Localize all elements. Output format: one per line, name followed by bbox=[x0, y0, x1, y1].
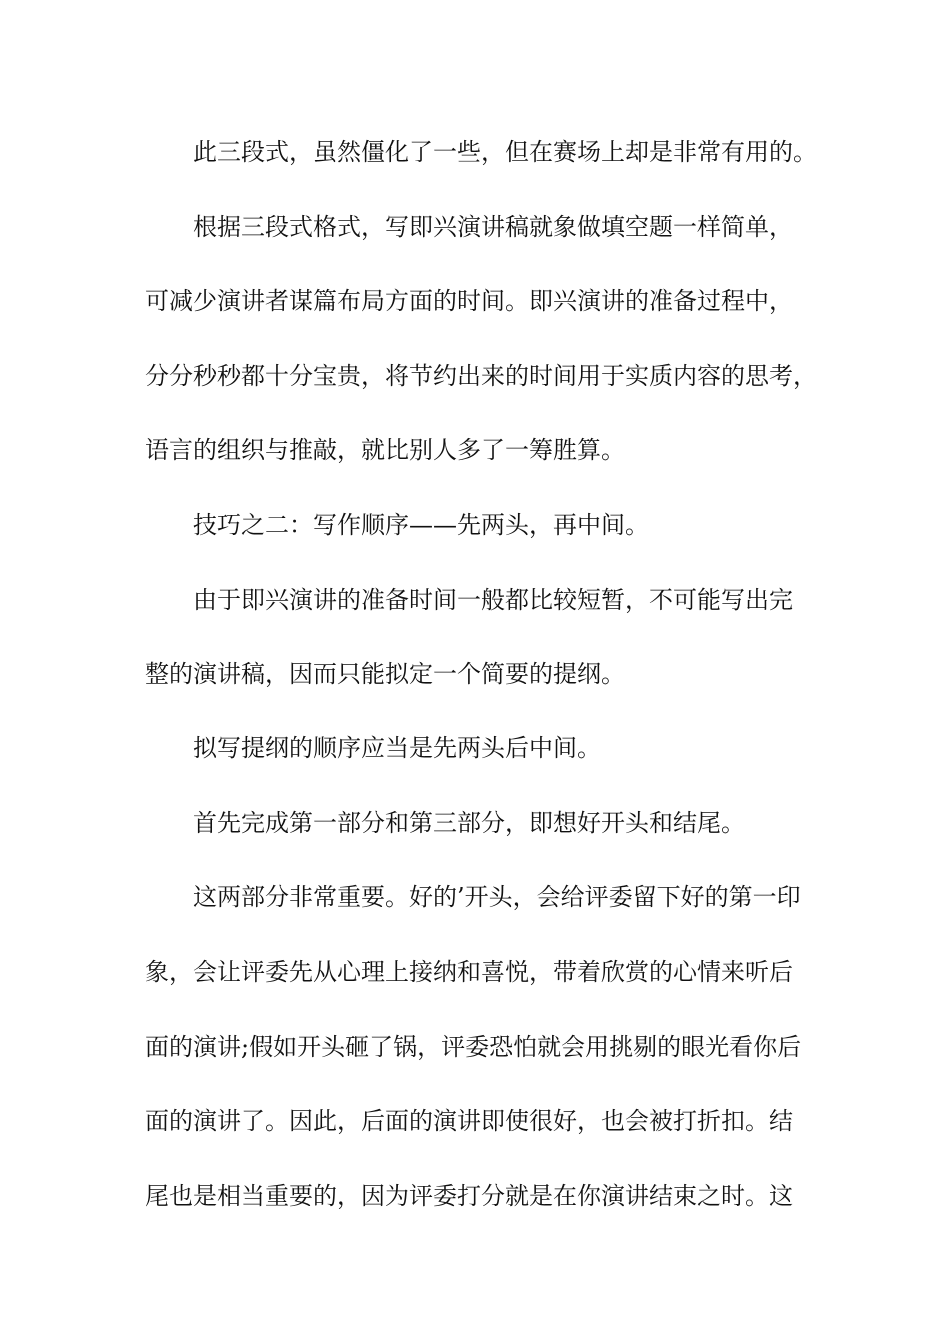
text-line-6: 技巧之二：写作顺序——先两头，再中间。 bbox=[193, 511, 649, 539]
text-line-5: 语言的组织与推敲，就比别人多了一筹胜算。 bbox=[145, 436, 625, 464]
text-line-7: 由于即兴演讲的准备时间一般都比较短暂，不可能写出完 bbox=[193, 586, 793, 614]
text-line-8: 整的演讲稿，因而只能拟定一个简要的提纲。 bbox=[145, 660, 625, 688]
text-line-9: 拟写提纲的顺序应当是先两头后中间。 bbox=[193, 734, 601, 762]
text-line-14: 面的演讲了。因此，后面的演讲即使很好，也会被打折扣。结 bbox=[145, 1107, 793, 1135]
text-line-13: 面的演讲;假如开头砸了锅，评委恐怕就会用挑剔的眼光看你后 bbox=[145, 1033, 802, 1061]
text-line-1: 此三段式，虽然僵化了一些，但在赛场上却是非常有用的。 bbox=[193, 138, 817, 166]
text-line-15: 尾也是相当重要的，因为评委打分就是在你演讲结束之时。这 bbox=[145, 1182, 793, 1210]
text-line-12: 象，会让评委先从心理上接纳和喜悦，带着欣赏的心情来听后 bbox=[145, 958, 793, 986]
text-line-11: 这两部分非常重要。好的’开头，会给评委留下好的第一印 bbox=[193, 883, 801, 911]
text-line-2: 根据三段式格式，写即兴演讲稿就象做填空题一样简单， bbox=[193, 213, 793, 241]
text-line-3: 可减少演讲者谋篇布局方面的时间。即兴演讲的准备过程中， bbox=[145, 287, 793, 315]
text-line-10: 首先完成第一部分和第三部分，即想好开头和结尾。 bbox=[193, 809, 745, 837]
text-line-4: 分分秒秒都十分宝贵，将节约出来的时间用于实质内容的思考， bbox=[145, 362, 817, 390]
